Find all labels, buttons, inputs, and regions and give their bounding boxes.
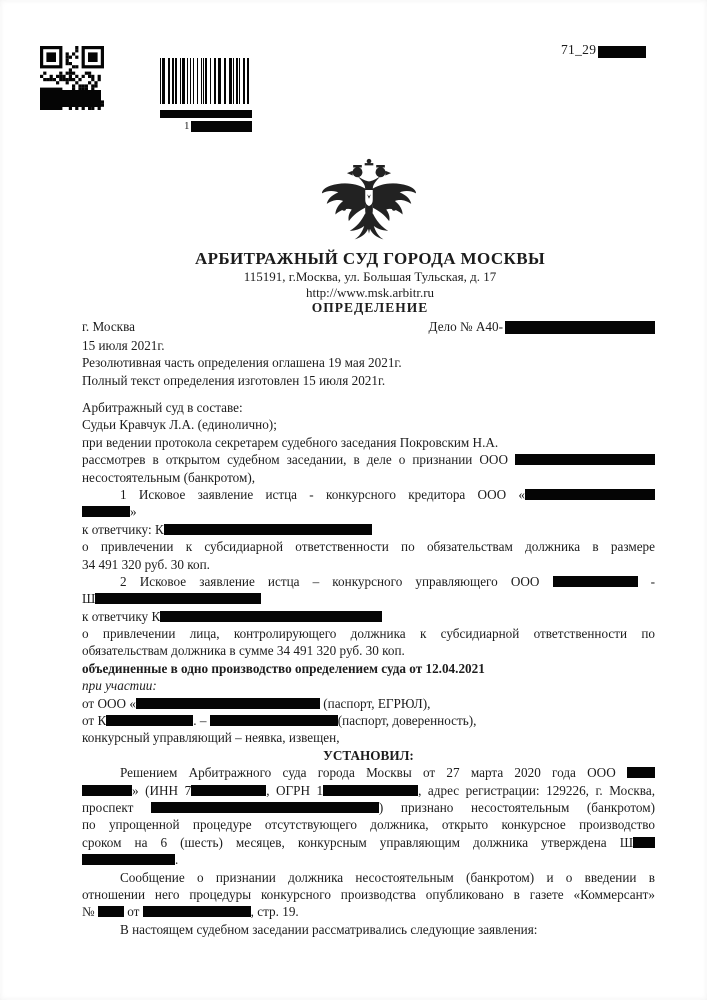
redaction-bar	[525, 489, 655, 500]
line-decision-1	[82, 764, 655, 781]
redaction-bar	[151, 802, 379, 813]
redaction-bar	[627, 767, 655, 778]
redaction-bar	[82, 785, 132, 796]
text-run: -	[637, 573, 655, 589]
line-secretary	[82, 434, 655, 451]
line-claim2-subject	[82, 625, 655, 642]
qr-code-icon	[40, 46, 104, 110]
redaction-bar	[106, 715, 193, 726]
text-run: ) признано несостоятельным (банкротом)	[378, 799, 655, 815]
text-run: 1 Исковое заявление истца - конкурсного кредитора ООО «	[120, 486, 525, 502]
text-run: (паспорт, доверенность),	[337, 713, 477, 729]
redaction-bar	[323, 785, 418, 796]
redaction-bar	[136, 698, 320, 709]
text-run: от ООО «	[82, 695, 136, 711]
redaction-bar	[95, 593, 261, 604]
line-decision-6	[82, 851, 655, 868]
text-run: »	[130, 504, 137, 520]
text-run: от	[123, 904, 143, 920]
line-claim2-cont	[82, 590, 655, 607]
text-run: несостоятельным (банкротом),	[82, 469, 256, 485]
redaction-bar	[160, 611, 382, 622]
line-hearing	[82, 921, 655, 938]
line-claim1-amount	[82, 556, 655, 573]
text-run: УСТАНОВИЛ:	[323, 747, 414, 763]
text-run: конкурсный управляющий – неявка, извещен,	[82, 730, 340, 746]
barcode-bars	[160, 58, 252, 104]
resolution-announced-line: Резолютивная часть определения оглашена 19 мая 2021г.	[82, 355, 402, 371]
text-run: проспект	[82, 799, 151, 815]
redaction-bar	[553, 576, 638, 587]
redaction-bar	[164, 524, 372, 535]
coat-of-arms-russia-icon	[321, 157, 417, 245]
case-number-prefix: Дело № А40-	[428, 319, 503, 334]
line-attendance-2	[82, 712, 655, 729]
text-run: Решением Арбитражного суда города Москвы от 27 марта 2020 года ООО	[120, 765, 627, 781]
city-label: г. Москва	[82, 319, 135, 334]
text-run: при ведении протокола секретарем судебного заседания Покровским Н.А.	[82, 434, 499, 450]
case-number-row	[82, 319, 655, 335]
line-claim1-defendant	[82, 521, 655, 538]
text-run: рассмотрев в открытом судебном заседании, в деле о признании ООО	[82, 452, 515, 468]
barcode-base-strip	[160, 110, 252, 118]
case-number	[429, 319, 655, 335]
text-run: к ответчику: К	[82, 521, 164, 537]
text-run: при участии:	[82, 678, 157, 694]
text-run: о привлечении к субсидиарной ответственности по обязательствам должника в размере	[82, 539, 655, 555]
ruling-date: 15 июля 2021г.	[82, 338, 165, 353]
line-claim2-amount	[82, 642, 655, 659]
text-run: .	[175, 852, 179, 868]
line-publication-3	[82, 903, 655, 920]
redaction-bar	[82, 506, 130, 517]
line-ustanovil	[82, 747, 655, 764]
barcode-label	[184, 120, 252, 132]
line-claim2	[82, 573, 655, 590]
redaction-bar	[143, 906, 251, 917]
redaction-bar	[210, 715, 338, 726]
text-run: Ш	[82, 591, 96, 607]
line-case-subject	[82, 451, 655, 468]
redaction-bar	[82, 854, 175, 865]
line-decision-2	[82, 782, 655, 799]
barcode-icon	[160, 58, 252, 132]
text-run: (паспорт, ЕГРЮЛ),	[319, 695, 431, 711]
line-decision-4	[82, 816, 655, 833]
text-run: отношении него процедуры конкурсного производства опубликовано в газете «Коммерсант»	[82, 886, 655, 902]
corner-code-text: 71_29	[561, 42, 597, 57]
document-body	[82, 399, 655, 938]
redaction-bar	[191, 785, 266, 796]
court-name: АРБИТРАЖНЫЙ СУД ГОРОДА МОСКВЫ	[194, 249, 546, 268]
text-run: , адрес регистрации: 129226, г. Москва,	[418, 782, 655, 798]
line-attendance-header	[82, 677, 655, 694]
line-decision-5	[82, 834, 655, 851]
text-run: о привлечении лица, контролирующего должника к субсидиарной ответственности по	[82, 626, 655, 642]
line-joined	[82, 660, 655, 677]
redaction-bar	[505, 321, 655, 334]
redaction-bar	[633, 837, 655, 848]
line-claim1-subject	[82, 538, 655, 555]
text-run: 34 491 320 руб. 30 коп.	[82, 556, 210, 572]
line-publication-2	[82, 886, 655, 903]
text-run: Арбитражный суд в составе:	[82, 400, 243, 415]
text-run: к ответчику К	[82, 608, 161, 624]
line-attendance-1	[82, 695, 655, 712]
text-run: от К	[82, 713, 107, 729]
text-run: 2 Исковое заявление истца – конкурсного управляющего ООО	[120, 573, 553, 589]
line-claim1-cont	[82, 503, 655, 520]
text-run: . –	[193, 713, 210, 729]
line-publication-1	[82, 869, 655, 886]
redaction-bar	[98, 906, 124, 917]
text-run: обязательствам должника в сумме 34 491 320 руб. 30 коп.	[82, 643, 405, 659]
line-insolvent	[82, 469, 655, 486]
text-run: , стр. 19.	[250, 904, 299, 920]
full-text-made-line: Полный текст определения изготовлен 15 июля 2021г.	[82, 372, 386, 388]
barcode-label-prefix: 1	[184, 120, 190, 132]
double-headed-eagle	[321, 157, 417, 245]
redaction-bar	[515, 454, 655, 465]
text-run: В настоящем судебном заседании рассматривались следующие заявления:	[120, 921, 538, 937]
redaction-bar	[41, 90, 101, 107]
court-website: http://www.msk.arbitr.ru	[305, 284, 435, 300]
redaction-bar	[598, 46, 646, 58]
line-decision-3	[82, 799, 655, 816]
text-run: » (ИНН 7	[132, 782, 192, 798]
redaction-bar	[191, 121, 253, 132]
line-attendance-3	[82, 729, 655, 746]
line-judge	[82, 416, 655, 433]
court-address: 115191, г.Москва, ул. Большая Тульская, д. 17	[243, 269, 497, 284]
text-run: по упрощенной процедуре отсутствующего должника, открыто конкурсное производство	[82, 817, 655, 833]
text-run: Судьи Кравчук Л.А. (единолично);	[82, 417, 277, 433]
document-type-title: ОПРЕДЕЛЕНИЕ	[311, 300, 429, 315]
text-run: Сообщение о признании должника несостоятельным (банкротом) и о введении в	[120, 869, 655, 885]
date-block	[82, 337, 655, 389]
text-run: , ОГРН 1	[266, 782, 324, 798]
text-run: объединенные в одно производство определением суда от 12.04.2021	[82, 660, 485, 676]
text-run: №	[82, 904, 98, 920]
corner-case-code	[561, 42, 646, 58]
line-claim1	[82, 486, 655, 503]
text-run: сроком на 6 (шесть) месяцев, конкурсным управляющим должника утверждена Ш	[82, 834, 633, 850]
line-claim2-defendant	[82, 608, 655, 625]
court-header	[82, 248, 658, 316]
line-court-composition	[82, 399, 655, 416]
